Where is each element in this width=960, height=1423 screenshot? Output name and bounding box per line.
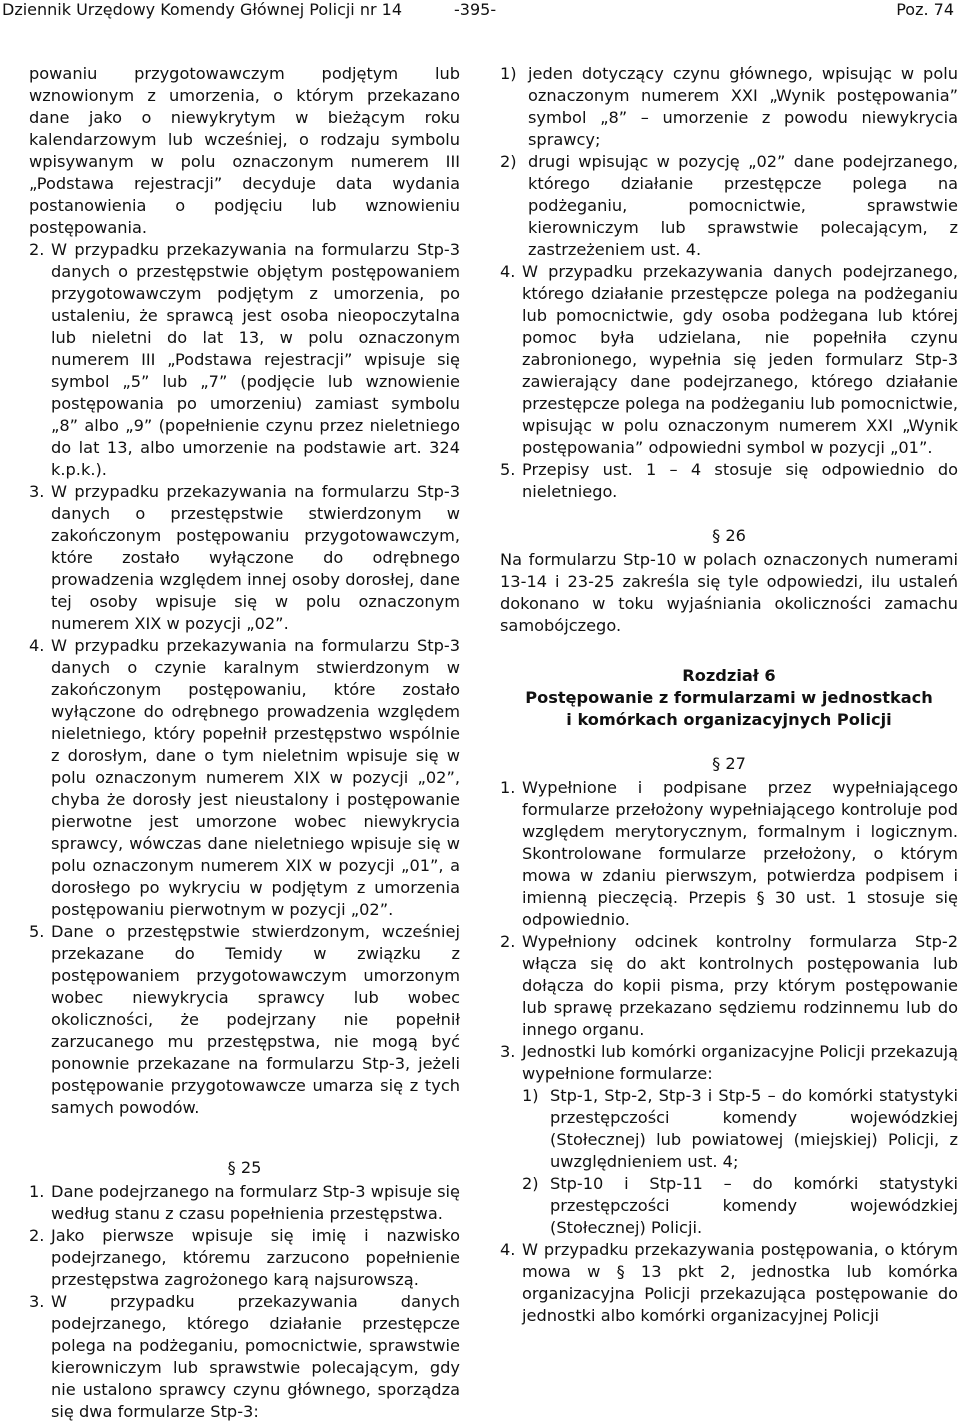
item-text: Dane podejrzanego na formularz Stp-3 wpisuje się według stanu z czasu popełnienia przestępstwa. bbox=[51, 1182, 460, 1223]
item-number: 3. bbox=[29, 1292, 45, 1311]
item-number: 4. bbox=[29, 636, 45, 655]
sub-item-text: drugi wpisując w pozycję „02” dane podejrzanego, którego działanie przestępcze polega na podżeganiu, pomocnictwie, sprawstwie kierowniczym lub sprawstwie polecającym, z zastrzeżeniem ust. 4. bbox=[528, 152, 958, 259]
list-item bbox=[500, 1041, 958, 1085]
page-number: -395- bbox=[454, 0, 497, 19]
item-text: W przypadku przekazywania danych podejrzanego, którego działanie przestępcze polega na podżeganiu, pomocnictwie, sprawstwie kierowniczym lub sprawstwie polecającym, gdy nie ustalono sprawcy czynu głównego, sporządza się dwa formularze Stp-3: bbox=[51, 1292, 460, 1421]
list-item bbox=[29, 635, 460, 921]
item-number: 5. bbox=[29, 922, 45, 941]
section-26-heading: § 26 bbox=[712, 526, 746, 545]
item-text: Wypełniony odcinek kontrolny formularza Stp-2 włącza się do akt kontrolnych postępowania lub dołącza do kopii pisma, przy którym postępowanie lub sprawę przekazano sędziemu rodzinnemu lub do innego organu. bbox=[522, 932, 958, 1039]
list-item bbox=[29, 1225, 460, 1291]
list-item bbox=[29, 1181, 460, 1225]
sub-item-text: Stp-10 i Stp-11 – do komórki statystyki przestępczości komendy wojewódzkiej (Stołecznej) Policji. bbox=[550, 1174, 958, 1237]
list-item bbox=[500, 931, 958, 1041]
section-27-heading: § 27 bbox=[712, 754, 746, 773]
section-25-heading: § 25 bbox=[227, 1158, 262, 1177]
item-text: Jako pierwsze wpisuje się imię i nazwisko podejrzanego, któremu zarzucono popełnienie przestępstwa zagrożonego karą najsurowszą. bbox=[51, 1226, 460, 1289]
list-item bbox=[29, 1291, 460, 1423]
sub-item-text: jeden dotyczący czynu głównego, wpisując w polu oznaczonym numerem XXI „Wynik postępowania” symbol „8” – umorzenie z powodu niewykrycia sprawcy; bbox=[528, 64, 958, 149]
page-header bbox=[0, 0, 960, 22]
item-number: 4. bbox=[500, 262, 516, 281]
sub-list-item bbox=[500, 1085, 958, 1173]
item-text: W przypadku przekazywania na formularzu Stp-3 danych o przestępstwie objętym postępowaniem przygotowawczym podjętym z umorzenia, po ustaleniu, że sprawcą jest osoba nieopoczytalna lub nieletni do lat 13, w polu oznaczonym numerem III „Podstawa rejestracji” wpisuje się symbol „5” lub „7” (podjęcie lub wznowienie postępowania po umorzeniu) zamiast symbolu „8” albo „9” (popełnienie czynu przez nieletniego do lat 13, albo umorzenie na podstawie art. 324 k.p.k.). bbox=[51, 240, 460, 479]
item-number: 4. bbox=[500, 1240, 516, 1259]
list-item bbox=[500, 1239, 958, 1327]
right-column bbox=[500, 63, 958, 1327]
item-text: W przypadku przekazywania danych podejrzanego, którego działanie przestępcze polega na podżeganiu lub pomocnictwie, gdy osoba podżegana lub której pomoc była udzielana, nie popełniła czynu zabronionego, wypełnia się jeden formularz Stp-3 zawierający dane podejrzanego, którego działanie przestępcze polega na podżeganiu lub pomocnictwie, wpisując w polu oznaczonym numerem XXI „Wynik postępowania” odpowiedni symbol w pozycji „01”. bbox=[522, 262, 958, 457]
section-26-paragraph: Na formularzu Stp-10 w polach oznaczonych numerami 13-14 i 23-25 zakreśla się tyle odpowiedzi, ilu ustaleń dokonano w toku wyjaśniania okoliczności zamachu samobójczego. bbox=[500, 550, 958, 635]
sub-list-item bbox=[500, 63, 958, 151]
list-item bbox=[500, 459, 958, 503]
item-number: 1. bbox=[29, 1182, 45, 1201]
item-text: W przypadku przekazywania na formularzu Stp-3 danych o przestępstwie stwierdzonym w zakończonym postępowaniu przygotowawczym, które zostało wyłączone do odrębnego prowadzenia względem innej osoby dorosłej, dane tej osoby wpisuje się w polu oznaczonym numerem XIX w pozycji „02”. bbox=[51, 482, 460, 633]
chapter-subtitle: Postępowanie z formularzami w jednostkach bbox=[525, 688, 933, 707]
list-item bbox=[29, 239, 460, 481]
sub-item-number: 1) bbox=[522, 1086, 539, 1105]
sub-item-number: 1) bbox=[500, 64, 517, 83]
sub-item-number: 2) bbox=[522, 1174, 539, 1193]
item-number: 2. bbox=[500, 932, 516, 951]
sub-item-number: 2) bbox=[500, 152, 517, 171]
sub-item-text: Stp-1, Stp-2, Stp-3 i Stp-5 – do komórki statystyki przestępczości komendy wojewódzkiej (Stołecznej) lub powiatowej (miejskiej) Policji, z uwzględnieniem ust. 4; bbox=[550, 1086, 958, 1171]
item-text: Jednostki lub komórki organizacyjne Policji przekazują wypełnione formularze: bbox=[522, 1042, 958, 1083]
item-number: 2. bbox=[29, 240, 45, 259]
list-item bbox=[500, 777, 958, 931]
item-text: Wypełnione i podpisane przez wypełniającego formularze przełożony wypełniającego kontroluje pod względem merytorycznym, formalnym i logicznym. Skontrolowane formularze przełożony, o którym mowa w zdaniu pierwszym, potwierdza podpisem i imienną pieczęcią. Przepis § 30 ust. 1 stosuje się odpowiednio. bbox=[522, 778, 958, 929]
list-item bbox=[29, 921, 460, 1119]
item-number: 2. bbox=[29, 1226, 45, 1245]
sub-list-item bbox=[500, 1173, 958, 1239]
item-text: W przypadku przekazywania postępowania, o którym mowa w § 13 pkt 2, jednostka lub komórka organizacyjna Policji przekazująca postępowanie do jednostki albo komórki organizacyjnej Policji bbox=[522, 1240, 958, 1325]
item-number: 1. bbox=[500, 778, 516, 797]
sub-list-item bbox=[500, 151, 958, 261]
intro-paragraph: powaniu przygotowawczym podjętym lub wznowionym z umorzenia, o którym przekazano dane jako o niewykrytym w bieżącym roku kalendarzowym lub wcześniej, o rodzaju symbolu wpisywanym w polu oznaczonym numerem III „Podstawa rejestracji” decyduje data wydania postanowienia o podjęciu lub wznowieniu postępowania. bbox=[29, 64, 460, 237]
list-item bbox=[29, 481, 460, 635]
list-item bbox=[500, 261, 958, 459]
item-text: W przypadku przekazywania na formularzu Stp-3 danych o czynie karalnym stwierdzonym w zakończonym postępowaniu, które zostało wyłączone do odrębnego prowadzenia względem nieletniego, który popełnił przestępstwo wspólnie z dorosłym, dane o tym nieletnim wpisuje się w polu oznaczonym numerem XIX w pozycji „02”, chyba że dorosły jest nieustalony i postępowanie pierwotne jest umorzone wobec niewykrycia sprawcy, wówczas dane nieletniego wpisuje się w polu oznaczonym numerem XIX w pozycji „01”, a dorosłego po wykryciu w podjętym z umorzenia postępowaniu pierwotnym w pozycji „02”. bbox=[51, 636, 460, 919]
item-number: 5. bbox=[500, 460, 516, 479]
left-column bbox=[29, 63, 460, 1423]
item-number: 3. bbox=[29, 482, 45, 501]
journal-title: Dziennik Urzędowy Komendy Głównej Policji nr 14 bbox=[2, 0, 402, 19]
item-text: Przepisy ust. 1 – 4 stosuje się odpowiednio do nieletniego. bbox=[522, 460, 958, 501]
chapter-subtitle: i komórkach organizacyjnych Policji bbox=[566, 710, 892, 729]
item-number: 3. bbox=[500, 1042, 516, 1061]
chapter-title: Rozdział 6 bbox=[682, 666, 776, 685]
item-text: Dane o przestępstwie stwierdzonym, wcześniej przekazane do Temidy w związku z postępowaniem przygotowawczym umorzonym wobec niewykrycia sprawcy lub wobec okoliczności, że podejrzany nie popełnił zarzucanego mu przestępstwa, nie mogą być ponownie przekazane na formularzu Stp-3, jeżeli postępowanie przygotowawcze umarza się z tych samych powodów. bbox=[51, 922, 460, 1117]
position-number: Poz. 74 bbox=[896, 0, 954, 19]
